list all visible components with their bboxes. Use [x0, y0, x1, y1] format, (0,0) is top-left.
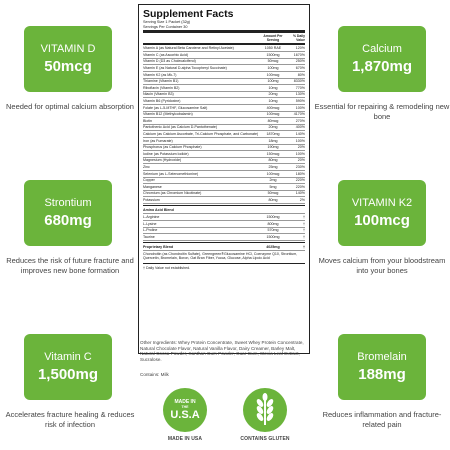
facts-row [143, 98, 305, 105]
nutrient-daily-value: 220% [295, 184, 305, 189]
nutrient-amount: 10mg [268, 85, 278, 90]
card-dose: 100mcg [354, 212, 410, 229]
nutrient-amount: 1870mg [266, 132, 280, 136]
nutrient-daily-value: 670% [295, 66, 305, 71]
card-name: VITAMIN D [40, 43, 96, 55]
nutrient-name: Riboflavin (Vitamin B2) [143, 85, 180, 90]
amino-rows [143, 214, 305, 240]
nutrient-daily-value: 180% [295, 171, 305, 176]
nutrient-amount: 100mcg [266, 171, 280, 176]
nutrient-daily-value: 250% [295, 59, 305, 64]
nutrient-daily-value: † [303, 228, 305, 233]
facts-header [143, 34, 305, 42]
nutrient-name: L-Lysine [143, 221, 157, 226]
nutrient-amount: 100mg [267, 66, 279, 71]
nutrient-name: Iodine (as Potassium Iodide) [143, 151, 189, 156]
proprietary-blend-description: Chondroitin (as Chondroitin Sulfate), Greengreen®Glucosamine HCl, Coenzyme Q10, Strontium, Quercetin, Bromelain, Boron, Oat Bran Fiber, Yucca, Glucose, Alpha Lipoic Acid [143, 251, 298, 261]
divider [143, 242, 305, 244]
facts-row [143, 164, 305, 171]
facts-row [143, 145, 305, 152]
nutrient-amount: 1500mg [266, 215, 280, 220]
nutrient-amount: 5mg [269, 184, 277, 189]
nutrient-name: Calcium (as Calcium Ascorbate, Tri-Calcium Phosphate, and Carbonate) [143, 132, 259, 136]
facts-row [143, 214, 305, 221]
facts-row [143, 72, 305, 79]
nutrient-name: Folate (as L-5-MTHF, Glucosamine Salt) [143, 105, 208, 110]
nutrient-amount: 150mcg [266, 151, 280, 156]
made-in-usa-label: MADE IN USA [167, 436, 203, 442]
nutrient-daily-value: 270% [295, 118, 305, 123]
badge-line: THE [181, 405, 189, 409]
nutrient-name: Potassium [143, 197, 160, 202]
nutrient-amount: 10mg [268, 99, 278, 104]
card-dose: 188mg [358, 366, 406, 383]
nutrient-amount: 18mg [268, 138, 278, 143]
other-ingredients: Other Ingredients: Whey Protein Concentrate, Sweet Whey Protein Concentrate, Natural Chocolate Flavor, Natural Vanilla Flavor, Dairy Creamer, Barley Malt, Natural Cocoa Powder, Xanthan Gum Powder, Guar Gum, Stevia Leaf Extract, Sucralose. [140, 340, 304, 362]
facts-row [143, 191, 305, 198]
nutrient-name: L-Proline [143, 228, 158, 233]
nutrient-name: Thiamine (Vitamin B1) [143, 79, 179, 84]
facts-row [143, 52, 305, 59]
nutrient-name: Vitamin B12 (Methylcobalamin) [143, 112, 193, 117]
nutrient-name: Pantothenic Acid (as Calcium D-Pantothenate) [143, 125, 218, 130]
nutrient-daily-value: 8330% [293, 79, 305, 84]
nutrient-name: Vitamin K2 (as Mk-7) [143, 72, 177, 77]
facts-row [143, 158, 305, 165]
nutrient-amount: 100mcg [266, 112, 280, 117]
nutrient-daily-value: 2% [299, 197, 305, 202]
vitamin-c-description: Accelerates fracture healing & reduces risk of infection [5, 410, 135, 429]
nutrient-name: Phosphorus (as Calcium Phosphate) [143, 145, 202, 150]
nutrient-amount: 20mg [268, 125, 278, 130]
card-dose: 680mg [44, 212, 92, 229]
nutrient-name: Vitamin B6 (Pyridoxine) [143, 99, 181, 104]
divider [143, 30, 305, 33]
facts-row [143, 171, 305, 178]
nutrient-daily-value: † [303, 221, 305, 226]
nutrient-name: Taurine [143, 234, 155, 239]
vitamin-d-description: Needed for optimal calcium absorption [6, 102, 134, 111]
facts-row [143, 234, 305, 241]
proprietary-blend-row [143, 244, 305, 251]
nutrient-amount: 400mcg [266, 105, 280, 110]
facts-row [143, 151, 305, 158]
strontium-card [24, 180, 112, 246]
nutrient-daily-value: 400% [295, 125, 305, 130]
nutrient-amount: 1500mg [266, 234, 280, 239]
badge-line: MADE IN [174, 399, 196, 405]
nutrient-daily-value: 120% [295, 46, 305, 51]
nutrient-amount: 20mg [268, 92, 278, 97]
nutrient-rows [143, 46, 305, 204]
nutrient-daily-value: 1670% [293, 52, 305, 57]
facts-row [143, 178, 305, 185]
nutrient-daily-value: 140% [295, 132, 305, 136]
badge-line: U.S.A [170, 409, 200, 421]
nutrient-daily-value: 130% [295, 92, 305, 97]
card-dose: 1,500mg [37, 366, 99, 383]
nutrient-name: Vitamin C (as Ascorbic Acid) [143, 52, 189, 57]
facts-row [143, 92, 305, 99]
facts-row [143, 85, 305, 92]
facts-row [143, 228, 305, 235]
nutrient-amount: 2mg [269, 178, 277, 183]
nutrient-daily-value: 20% [297, 145, 305, 150]
nutrient-daily-value: 230% [295, 164, 305, 169]
nutrient-amount: 80mg [268, 158, 278, 163]
serving-size: Serving Size 1 Packet (32g) [143, 20, 191, 24]
nutrient-name: Niacin (Vitamin B3) [143, 92, 174, 97]
strontium-description: Reduces the risk of future fracture and improves new bone formation [6, 256, 134, 275]
calcium-card [338, 26, 426, 92]
divider [143, 205, 305, 207]
facts-footnote: † Daily Value not established. [143, 266, 191, 271]
bromelain-description: Reduces inflammation and fracture-related pain [322, 410, 442, 429]
nutrient-amount: 80mcg [267, 118, 279, 123]
nutrient-amount: 1050 RAE [264, 46, 282, 51]
nutrient-daily-value: 100% [295, 105, 305, 110]
vitamin-d-card [24, 26, 112, 92]
facts-row [143, 125, 305, 132]
nutrient-name: Zinc [143, 164, 150, 169]
nutrient-amount: 100mg [267, 79, 279, 84]
nutrient-daily-value: 20% [297, 158, 305, 163]
nutrient-name: Iron (as Fumarate) [143, 138, 173, 143]
bromelain-card [338, 334, 426, 400]
vitamin-k2-description: Moves calcium from your bloodstream into your bones [318, 256, 446, 275]
prop-title: Proprietary Blend [143, 244, 174, 249]
card-name: Strontium [44, 197, 92, 209]
nutrient-name: Vitamin E (as Natural D-alpha Tocopheryl Succinate) [143, 66, 227, 71]
contains-gluten-label: CONTAINS GLUTEN [240, 436, 290, 442]
nutrient-amount: 570mg [267, 228, 279, 233]
nutrient-name: Copper [143, 178, 155, 183]
wheat-glyph [250, 393, 280, 427]
facts-row [143, 105, 305, 112]
nutrient-daily-value: † [303, 234, 305, 239]
nutrient-name: Vitamin D (D3 as Cholecalciferol) [143, 59, 196, 64]
nutrient-name: L-Arginine [143, 215, 160, 220]
facts-row [143, 221, 305, 228]
nutrient-name: Selenium (as L-Selenomethionine) [143, 171, 199, 176]
servings-per-container: Servings Per Container 30 [143, 24, 188, 29]
card-name: Calcium [362, 43, 402, 55]
nutrient-daily-value: † [303, 215, 305, 220]
card-name: VITAMIN K2 [351, 197, 413, 209]
divider [143, 43, 305, 45]
nutrient-amount: 50mcg [267, 59, 279, 64]
facts-row [143, 118, 305, 125]
nutrient-name: Chromium (as Chromium Nicotinate) [143, 191, 202, 196]
nutrient-amount: 25mg [268, 164, 278, 169]
facts-row [143, 138, 305, 145]
calcium-description: Essential for repairing & remodeling new bone [314, 102, 450, 121]
made-in-usa-icon [163, 388, 207, 432]
amount-column-header: Amount Per Serving [263, 34, 283, 43]
nutrient-daily-value: 80% [297, 72, 305, 77]
nutrient-daily-value: 100% [295, 151, 305, 156]
facts-row [143, 184, 305, 191]
nutrient-amount: 80mg [268, 197, 278, 202]
facts-row [143, 79, 305, 86]
card-name: Vitamin C [44, 351, 92, 363]
nutrient-daily-value: 4170% [293, 112, 305, 117]
supplement-facts-panel [138, 4, 310, 354]
facts-title: Supplement Facts [143, 8, 234, 20]
daily-value-column-header: % Daily Value [292, 34, 305, 43]
nutrient-amount: 190mg [267, 145, 279, 150]
nutrient-daily-value: 100% [295, 138, 305, 143]
vitamin-c-card [24, 334, 112, 400]
card-dose: 50mcg [44, 58, 92, 75]
nutrient-amount: 100mcg [266, 72, 280, 77]
nutrient-daily-value: 140% [295, 191, 305, 196]
nutrient-name: Vitamin A (as Natural Beta Carotene and Retinyl Acetate) [143, 46, 234, 51]
nutrient-name: Manganese [143, 184, 162, 189]
nutrient-amount: 50mcg [267, 191, 279, 196]
card-name: Bromelain [357, 351, 407, 363]
vitamin-k2-card [338, 180, 426, 246]
nutrient-daily-value: 220% [295, 178, 305, 183]
nutrient-daily-value: 770% [295, 85, 305, 90]
divider [143, 263, 305, 265]
facts-row [143, 59, 305, 66]
facts-row [143, 197, 305, 204]
nutrient-amount: 800mg [267, 221, 279, 226]
facts-row [143, 46, 305, 53]
amino-blend-title: Amino Acid Blend [143, 207, 305, 214]
nutrient-name: Magnesium (Hydroxide) [143, 158, 182, 163]
facts-row [143, 131, 305, 138]
nutrient-daily-value: 590% [295, 99, 305, 104]
prop-dv: † [303, 244, 305, 249]
card-dose: 1,870mg [351, 58, 413, 75]
prop-amount: 4025mg [266, 244, 280, 249]
wheat-icon [243, 388, 287, 432]
nutrient-name: Biotin [143, 118, 152, 123]
facts-row [143, 112, 305, 119]
facts-row [143, 65, 305, 72]
allergen-statement: Contains: Milk [140, 372, 169, 377]
nutrient-amount: 1500mg [266, 52, 280, 57]
